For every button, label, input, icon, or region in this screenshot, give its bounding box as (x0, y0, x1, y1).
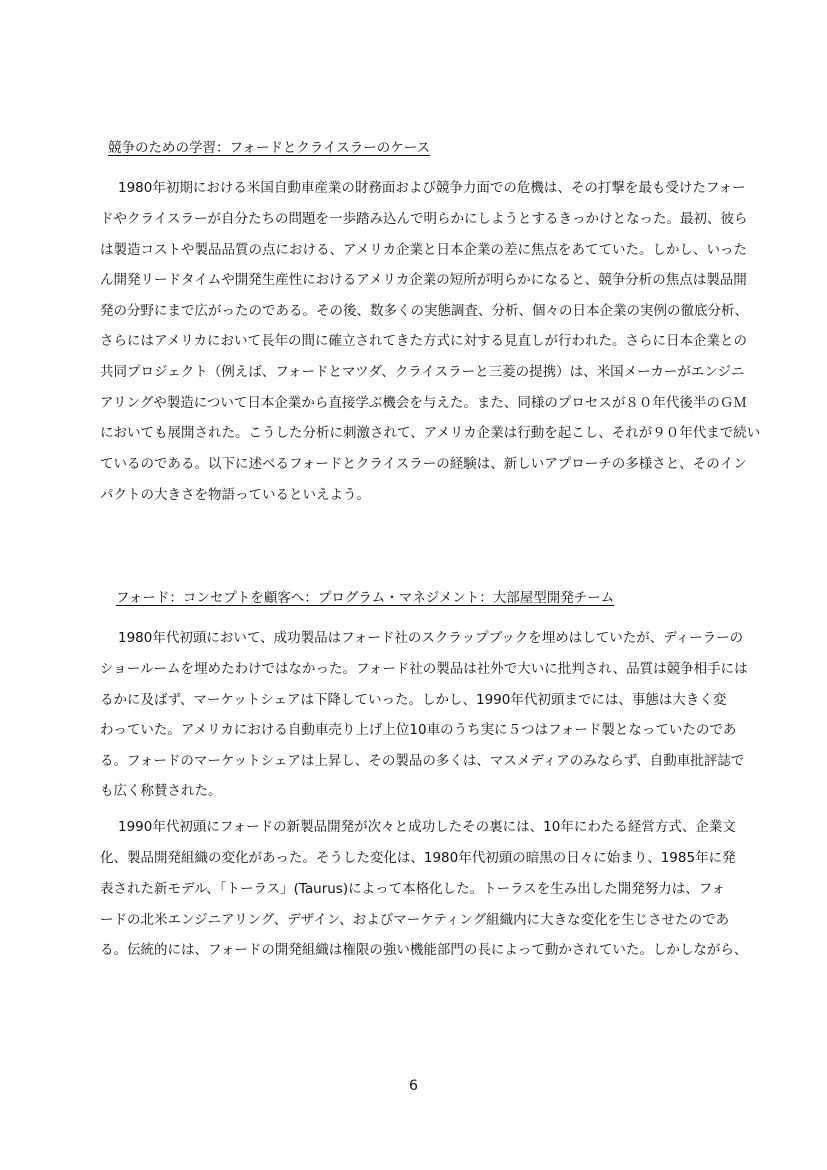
paragraph-line: 化、製品開発組織の変化があった。そうした変化は、1980年代初頭の暗黒の日々に始まり、1985年に発 (100, 850, 736, 866)
paragraph-line: る。伝統的には、フォードの開発組織は権限の強い機能部門の長によって動かされていた。しかしながら、 (100, 942, 748, 958)
paragraph-line: においても展開された。こうした分析に刺激されて、アメリカ企業は行動を起こし、それが９０年代まで続い (100, 425, 761, 441)
paragraph-line: は製造コストや製品品質の点における、アメリカ企業と日本企業の差に焦点をあてていた。しかし、いった (100, 242, 748, 258)
page-number: 6 (409, 1078, 418, 1094)
paragraph-line: ードの北米エンジニアリング、デザイン、およびマーケティング組織内に大きな変化を生じさせたのであ (100, 912, 730, 928)
paragraph-line: るかに及ばず、マーケットシェアは下降していった。しかし、1990年代初頭までには、事態は大きく変 (100, 692, 727, 708)
paragraph-line: ドやクライスラーが自分たちの問題を一歩踏み込んで明らかにしようとするきっかけとなった。最初、彼ら (100, 211, 748, 227)
paragraph-line: わっていた。アメリカにおける自動車売り上げ上位10車のうち実に５つはフォード製となっていたのであ (100, 722, 737, 738)
paragraph-line: 共同プロジェクト（例えば、フォードとマツダ、クライスラーと三菱の提携）は、米国メーカーがエンジニ (100, 364, 745, 380)
section-heading-ford: フォード：コンセプトを顧客へ：プログラム・マネジメント：大部屋型開発チーム (116, 590, 615, 606)
paragraph-line: ショールームを埋めたわけではなかった。フォード社の製品は社外で大いに批判され、品質は競争相手には (100, 661, 748, 677)
paragraph-line: さらにはアメリカにおいて長年の間に確立されてきた方式に対する見直しが行われた。さらに日本企業との (100, 333, 748, 349)
paragraph-line: ているのである。以下に述べるフォードとクライスラーの経験は、新しいアプローチの多様さと、そのイン (100, 456, 747, 472)
paragraph-line: ん開発リードタイムや開発生産性におけるアメリカ企業の短所が明らかになると、競争分析の焦点は製品開 (100, 272, 747, 288)
paragraph-line: る。フォードのマーケットシェアは上昇し、その製品の多くは、マスメディアのみならず、自動車批評誌で (100, 753, 745, 769)
section-heading-learning-to-compete: 競争のための学習：フォードとクライスラーのケース (108, 140, 431, 156)
paragraph-line: 1980年初期における米国自動車産業の財務面および競争力面での危機は、その打撃を最も受けたフォー (118, 180, 746, 196)
paragraph-line: 発の分野にまで広がったのである。その後、数多くの実態調査、分析、個々の日本企業の実例の徹底分析、 (100, 303, 748, 319)
paragraph-line: 1980年代初頭において、成功製品はフォード社のスクラップブックを埋めはしていたが、ディーラーの (118, 630, 744, 646)
paragraph-line: 表された新モデル、「トーラス」(Taurus)によって本格化した。トーラスを生み出した開発努力は、フォ (100, 881, 726, 897)
paragraph-line: アリングや製造について日本企業から直接学ぶ機会を与えた。また、同様のプロセスが８０年代後半のＧＭ (100, 395, 747, 411)
paragraph-line: パクトの大きさを物語っているといえよう。 (100, 487, 370, 503)
paragraph-line: も広く称賛された。 (100, 783, 222, 799)
paragraph-line: 1990年代初頭にフォードの新製品開発が次々と成功したその裏には、10年にわたる経営方式、企業文 (118, 819, 736, 835)
